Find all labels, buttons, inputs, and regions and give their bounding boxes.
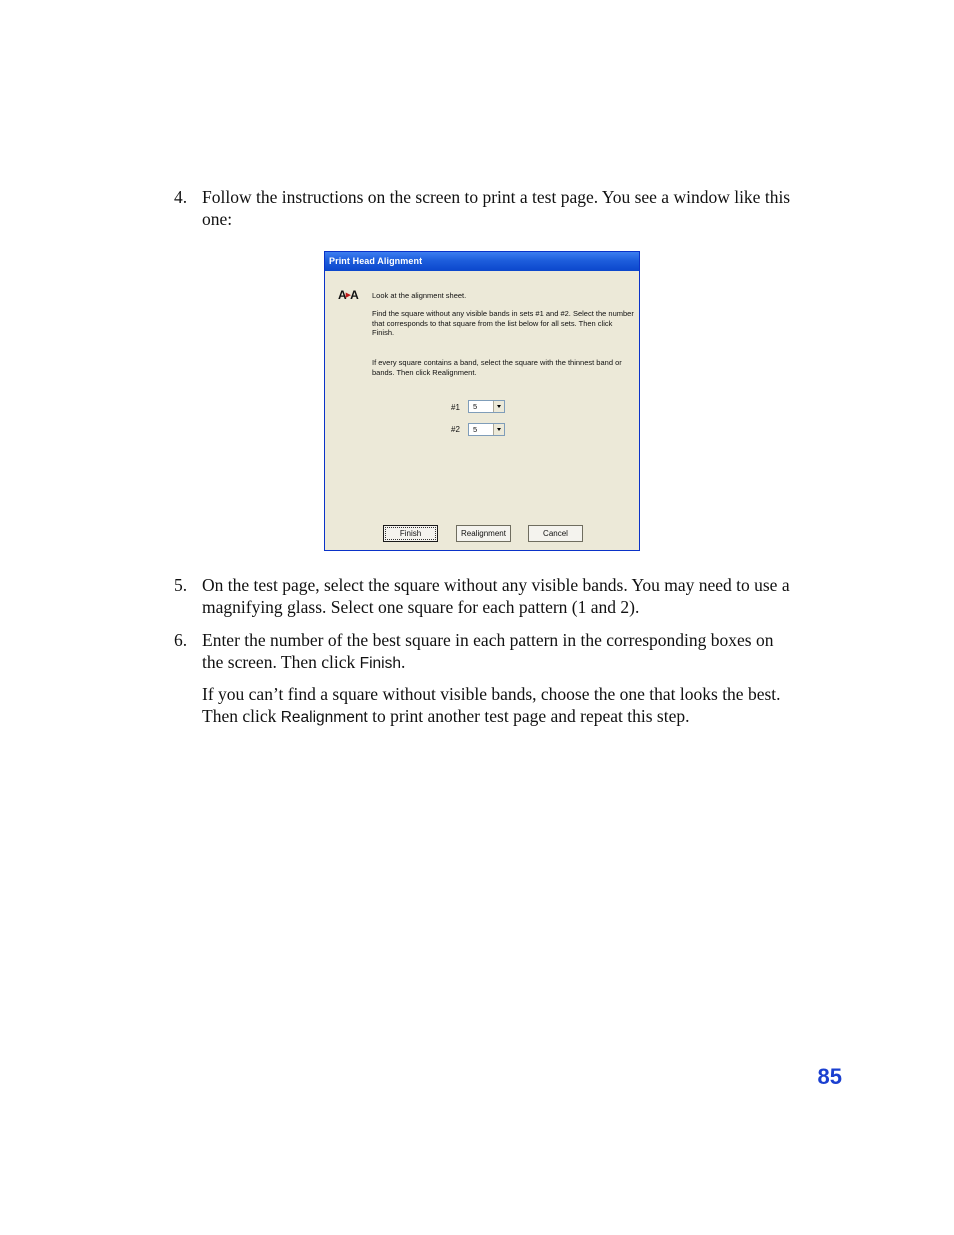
set-2-value: 5 xyxy=(473,425,478,434)
set-2-label: #2 xyxy=(451,425,460,434)
alignment-icon-letter-left: A xyxy=(338,288,346,302)
set-2-select[interactable] xyxy=(468,423,505,436)
dialog-client-area xyxy=(327,271,637,548)
dialog-title: Print Head Alignment xyxy=(325,252,639,271)
step-text: Follow the instructions on the screen to print a test page. You see a window like this one: xyxy=(202,187,791,229)
dialog-instruction-1: Look at the alignment sheet. xyxy=(372,291,467,300)
set-1-value: 5 xyxy=(473,402,478,411)
chevron-down-icon[interactable] xyxy=(493,401,504,412)
step-4 xyxy=(174,186,794,230)
step-6 xyxy=(174,629,794,675)
realignment-button[interactable]: Realignment xyxy=(456,525,511,542)
step-text-before: Enter the number of the best square in each pattern in the corresponding boxes on the screen. Then click xyxy=(202,630,774,672)
cancel-button[interactable]: Cancel xyxy=(528,525,583,542)
step-text xyxy=(202,629,794,675)
dialog-instruction-2: Find the square without any visible bands in sets #1 and #2. Select the number that corresponds to that square from the list below for all sets. Then click Finish. xyxy=(372,309,634,337)
alignment-icon xyxy=(338,288,358,302)
set-1-label: #1 xyxy=(451,403,460,412)
finish-button[interactable]: Finish xyxy=(383,525,438,542)
note-text-after: to print another test page and repeat this step. xyxy=(367,706,690,726)
step-text: On the test page, select the square without any visible bands. You may need to use a magnifying glass. Select one square for each pattern (1 and 2). xyxy=(202,575,790,617)
note-paragraph xyxy=(202,683,802,729)
step-text-after: . xyxy=(400,652,406,672)
note-text-before: If you can’t find a square without visible bands, choose the one that looks the best. Then click xyxy=(202,684,781,726)
dialog-instruction-3: If every square contains a band, select the square with the thinnest band or bands. Then click Realignment. xyxy=(372,358,622,377)
page-number: 85 xyxy=(817,1064,842,1089)
set-1-select[interactable] xyxy=(468,400,505,413)
ui-term-realignment: Realignment xyxy=(280,709,368,726)
print-head-alignment-dialog xyxy=(324,251,640,551)
chevron-down-icon[interactable] xyxy=(493,424,504,435)
step-5 xyxy=(174,574,794,618)
step-number: 6. xyxy=(174,630,188,650)
arrow-right-icon: ▶ xyxy=(345,292,351,299)
step-number: 5. xyxy=(174,575,188,595)
alignment-icon-letter-right: A xyxy=(350,288,358,302)
ui-term-finish: Finish xyxy=(359,655,401,672)
step-number: 4. xyxy=(174,187,188,207)
